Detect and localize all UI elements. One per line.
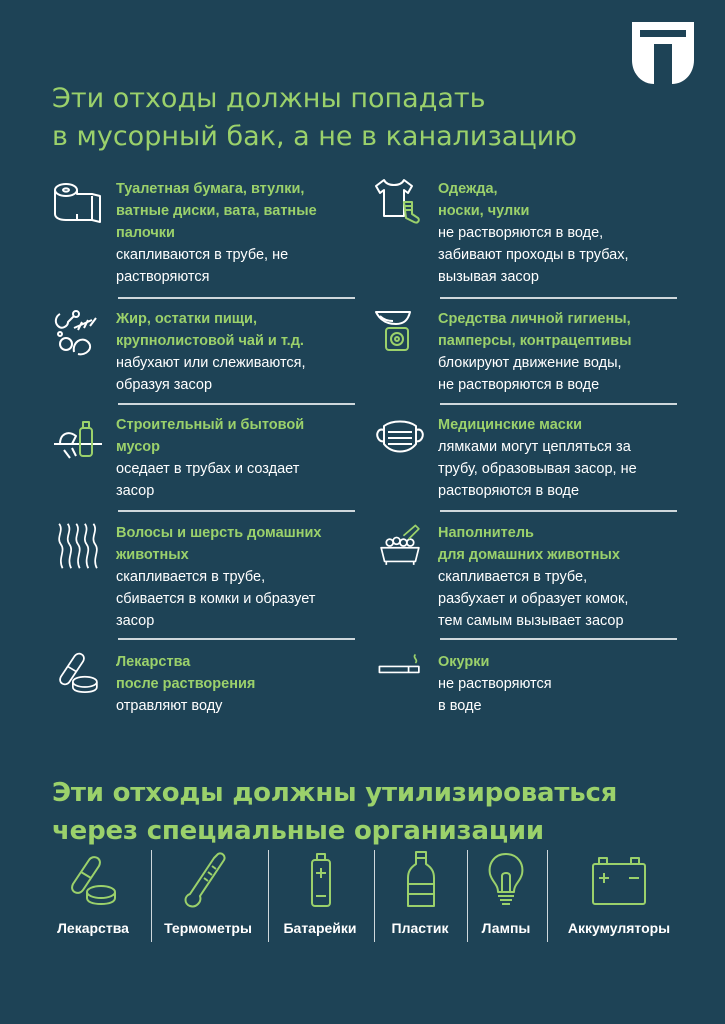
item-desc: блокируют движение воды,	[438, 355, 622, 371]
item-desc: лямками могут цепляться за	[438, 439, 631, 455]
lamp-icon	[476, 850, 536, 912]
item-title: после растворения	[116, 676, 256, 692]
item-desc: тем самым вызывает засор	[438, 613, 624, 629]
item-title: Наполнитель	[438, 525, 534, 541]
item-desc: в воде	[438, 698, 482, 714]
category-batteries	[272, 850, 368, 936]
category-thermometers	[154, 850, 262, 936]
divider	[151, 850, 152, 942]
item-desc: разбухает и образует комок,	[438, 591, 629, 607]
item-title: крупнолистовой чай и т.д.	[116, 333, 304, 349]
item-desc: трубу, образовывая засор, не	[438, 461, 637, 477]
item-desc: скапливаются в трубе, не	[116, 247, 289, 263]
category-label: Лекарства	[57, 920, 129, 936]
divider	[118, 510, 355, 512]
divider	[547, 850, 548, 942]
divider	[467, 850, 468, 942]
item-title: Средства личной гигиены,	[438, 311, 631, 327]
divider	[440, 297, 677, 299]
item-desc: скапливается в трубе,	[438, 569, 588, 585]
divider	[268, 850, 269, 942]
heading-bottom-line2: через специальные организации	[52, 816, 544, 846]
item-desc: забивают проходы в трубах,	[438, 247, 629, 263]
category-label: Лампы	[481, 920, 531, 936]
divider	[440, 510, 677, 512]
item-title: Лекарства	[116, 654, 191, 670]
plastic-bottle-icon	[390, 850, 450, 912]
item-title: ватные диски, вата, ватные	[116, 203, 317, 219]
item-title: Медицинские маски	[438, 417, 583, 433]
hair-icon	[52, 522, 104, 570]
divider	[118, 403, 355, 405]
item-desc: растворяются в воде	[438, 483, 580, 499]
item-desc: набухают или слеживаются,	[116, 355, 306, 371]
disposal-categories	[40, 850, 690, 950]
item-desc: растворяются	[116, 269, 210, 285]
item-title: памперсы, контрацептивы	[438, 333, 632, 349]
divider	[118, 297, 355, 299]
pet-litter-icon	[374, 522, 426, 570]
item-desc: оседает в трубах и создает	[116, 461, 300, 477]
item-title: Жир, остатки пищи,	[116, 311, 257, 327]
toilet-paper-icon	[52, 178, 104, 226]
divider	[440, 403, 677, 405]
category-label: Аккумуляторы	[567, 920, 671, 936]
category-accumulators	[552, 850, 686, 936]
heading-top-line2: в мусорный бак, а не в канализацию	[52, 121, 577, 152]
item-desc: не растворяются в воде	[438, 377, 600, 393]
item-desc: засор	[116, 613, 155, 629]
category-label: Пластик	[391, 920, 449, 936]
heading-bottom	[52, 774, 617, 850]
category-lamps	[470, 850, 542, 936]
item-desc: сбивается в комки и образует	[116, 591, 316, 607]
item-desc: скапливается в трубе,	[116, 569, 266, 585]
item-title: палочки	[116, 225, 175, 241]
pills-icon	[63, 850, 123, 912]
clothes-socks-icon	[374, 178, 426, 226]
item-title: Волосы и шерсть домашних	[116, 525, 322, 541]
category-label: Термометры	[164, 920, 252, 936]
item-title: животных	[116, 547, 189, 563]
category-plastic	[378, 850, 462, 936]
pills-icon	[52, 651, 104, 699]
cigarette-icon	[374, 651, 426, 699]
heading-top	[52, 80, 577, 156]
item-desc: отравляют воду	[116, 698, 223, 714]
shield-t-logo	[632, 22, 694, 84]
item-title: мусор	[116, 439, 161, 455]
item-title: Окурки	[438, 654, 490, 670]
item-title: Строительный и бытовой	[116, 417, 305, 433]
item-title: Одежда,	[438, 181, 498, 197]
item-title: для домашних животных	[438, 547, 620, 563]
car-battery-icon	[589, 850, 649, 912]
category-label: Батарейки	[283, 920, 357, 936]
item-desc: засор	[116, 483, 155, 499]
divider	[374, 850, 375, 942]
battery-icon	[290, 850, 350, 912]
item-title: Туалетная бумага, втулки,	[116, 181, 305, 197]
divider	[440, 638, 677, 640]
item-desc: вызывая засор	[438, 269, 539, 285]
heading-top-line1: Эти отходы должны попадать	[52, 83, 486, 114]
hygiene-products-icon	[374, 308, 426, 356]
medical-mask-icon	[374, 414, 426, 462]
construction-waste-icon	[52, 414, 104, 462]
category-medicines	[40, 850, 146, 936]
item-title: носки, чулки	[438, 203, 530, 219]
thermometer-icon	[178, 850, 238, 912]
item-desc: образуя засор	[116, 377, 213, 393]
heading-bottom-line1: Эти отходы должны утилизироваться	[52, 778, 618, 808]
food-waste-icon	[52, 308, 104, 356]
item-desc: не растворяются в воде,	[438, 225, 604, 241]
item-desc: не растворяются	[438, 676, 552, 692]
divider	[118, 638, 355, 640]
